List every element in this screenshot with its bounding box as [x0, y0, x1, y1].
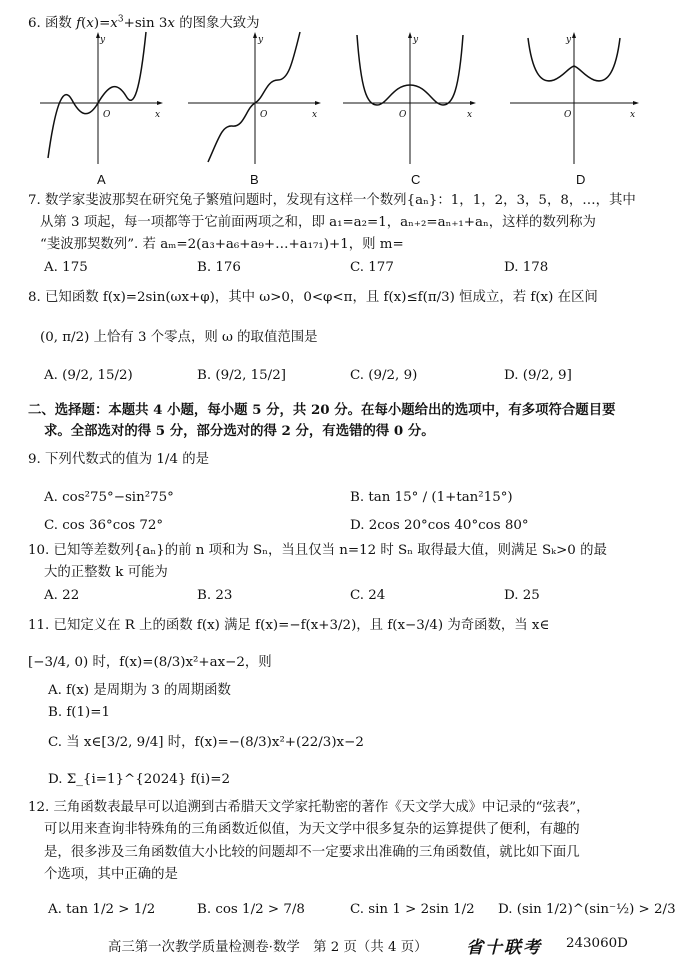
q9-option-c: C. cos 36°cos 72°: [44, 518, 164, 533]
q10-line2: 大的正整数 k 可能为: [44, 565, 168, 580]
q12-option-a: A. tan 1/2 > 1/2: [48, 902, 156, 917]
svg-text:O: O: [260, 110, 268, 120]
section2-line1: 二、选择题：本题共 4 小题，每小题 5 分，共 20 分。在每小题给出的选项中，有多项符合题目要: [28, 402, 616, 418]
q12-option-d: D. (sin 1/2)^(sin⁻½) > 2/3: [498, 902, 676, 917]
q10-option-a: A. 22: [44, 588, 80, 603]
q7-option-b: B. 176: [197, 260, 241, 275]
q11-option-c: C. 当 x∈[3/2, 9/4] 时，f(x)=−(8/3)x²+(22/3)x−2: [48, 735, 364, 750]
q12-line4: 个选项，其中正确的是: [44, 867, 178, 882]
q8-option-d: D. (9/2, 9]: [504, 368, 572, 383]
q9-stem: 9. 下列代数式的值为 1/4 的是: [28, 452, 210, 467]
q8-option-b: B. (9/2, 15/2]: [197, 368, 286, 383]
q8-option-c: C. (9/2, 9): [350, 368, 418, 383]
graph-label-d: D: [576, 172, 586, 187]
svg-text:O: O: [399, 110, 407, 120]
svg-text:y: y: [413, 35, 419, 45]
graph-label-c: C: [411, 172, 421, 187]
graph-label-a: A: [97, 172, 106, 187]
q7-line3: “斐波那契数列”. 若 aₘ=2(a₃+a₆+a₉+…+a₁₇₁)+1，则 m=: [40, 237, 404, 252]
q9-option-b: B. tan 15° / (1+tan²15°): [350, 490, 513, 505]
graph-b: [188, 30, 323, 169]
svg-text:x: x: [312, 110, 318, 120]
q10-option-c: C. 24: [350, 588, 386, 603]
q7-option-d: D. 178: [504, 260, 549, 275]
graph-d: [510, 30, 640, 169]
footer-seal: 省十联考: [466, 938, 542, 958]
q9-option-a: A. cos²75°−sin²75°: [44, 490, 174, 505]
svg-text:y: y: [566, 35, 572, 45]
svg-text:y: y: [258, 35, 264, 45]
q7-line2: 从第 3 项起，每一项都等于它前面两项之和，即 a₁=a₂=1，aₙ₊₂=aₙ₊₁+aₙ，这样的数列称为: [40, 215, 596, 230]
graph-label-b: B: [250, 172, 259, 187]
q11-line2: [−3/4, 0) 时，f(x)=(8/3)x²+ax−2，则: [28, 655, 272, 670]
q11-line1: 11. 已知定义在 R 上的函数 f(x) 满足 f(x)=−f(x+3/2)，且 f(x−3/4) 为奇函数，当 x∈: [28, 618, 550, 633]
q10-option-d: D. 25: [504, 588, 540, 603]
q12-line1: 12. 三角函数表最早可以追溯到古希腊天文学家托勒密的著作《天文学大成》中记录的“弦表”，: [28, 800, 590, 815]
svg-text:O: O: [103, 110, 111, 120]
graph-c: [343, 30, 478, 169]
graph-a: [40, 30, 165, 169]
q12-line2: 可以用来查询非特殊角的三角函数近似值，为天文学中很多复杂的运算提供了便利，有趣的: [44, 822, 580, 837]
svg-text:y: y: [100, 35, 106, 45]
footer-text: 高三第一次教学质量检测卷·数学 第 2 页（共 4 页）: [108, 940, 428, 955]
q8-option-a: A. (9/2, 15/2): [44, 368, 133, 383]
q11-option-d: D. Σ_{i=1}^{2024} f(i)=2: [48, 772, 231, 787]
svg-text:x: x: [630, 110, 636, 120]
q7-option-a: A. 175: [44, 260, 88, 275]
q10-line1: 10. 已知等差数列{aₙ}的前 n 项和为 Sₙ，当且仅当 n=12 时 Sₙ 取得最大值，则满足 Sₖ>0 的最: [28, 543, 607, 558]
section2-line2: 求。全部选对的得 5 分，部分选对的得 2 分，有选错的得 0 分。: [44, 423, 435, 439]
svg-text:x: x: [155, 110, 161, 120]
q11-option-a: A. f(x) 是周期为 3 的周期函数: [48, 683, 231, 698]
q8-line1: 8. 已知函数 f(x)=2sin(ωx+φ)，其中 ω>0，0<φ<π，且 f(x)≤f(π/3) 恒成立，若 f(x) 在区间: [28, 290, 598, 305]
q7-line1: 7. 数学家斐波那契在研究兔子繁殖问题时，发现有这样一个数列{aₙ}：1，1，2，3，5，8，…，其中: [28, 193, 636, 208]
q10-option-b: B. 23: [197, 588, 233, 603]
svg-text:x: x: [467, 110, 473, 120]
svg-text:O: O: [564, 110, 572, 120]
q7-option-c: C. 177: [350, 260, 394, 275]
footer-code: 243060D: [566, 936, 628, 951]
q12-option-b: B. cos 1/2 > 7/8: [197, 902, 305, 917]
q11-option-b: B. f(1)=1: [48, 705, 111, 720]
q9-option-d: D. 2cos 20°cos 40°cos 80°: [350, 518, 529, 533]
q8-line2: (0, π/2) 上恰有 3 个零点，则 ω 的取值范围是: [40, 330, 318, 345]
q12-line3: 是，很多涉及三角函数值大小比较的问题却不一定要求出准确的三角函数值，就比如下面几: [44, 845, 580, 860]
q12-option-c: C. sin 1 > 2sin 1/2: [350, 902, 475, 917]
q6-stem: 6. 函数 $f(x)=x^3+\sin$ 3x 的图象大致为: [28, 15, 260, 32]
